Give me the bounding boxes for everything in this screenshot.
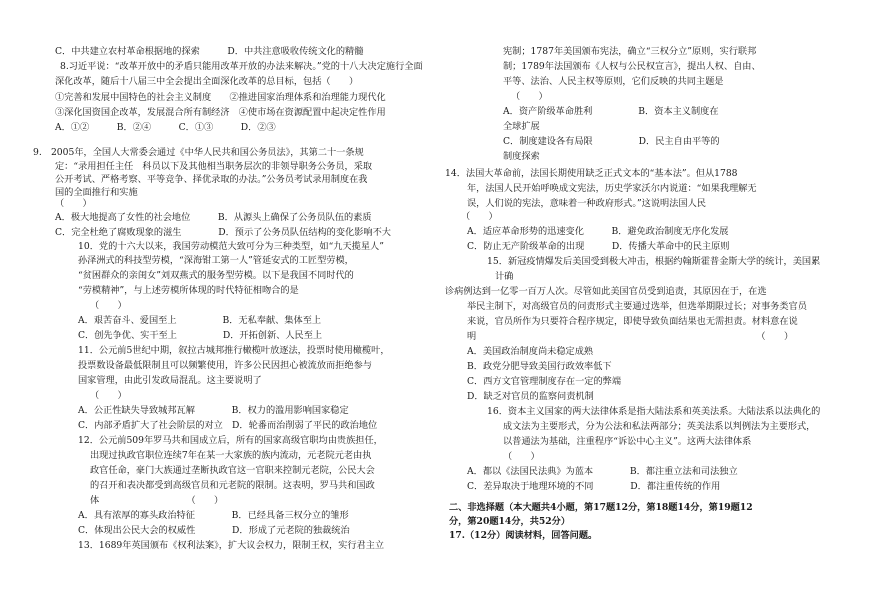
- q8-options: A．①② B．②④ C．①③ D．②③: [55, 122, 276, 133]
- q10-options-ab: A．艰苦奋斗、爱国至上 B．无私奉献、集体至上: [78, 315, 322, 326]
- q15-option-c: C．西方文官管理制度存在一定的弊端: [467, 376, 622, 387]
- answer-paren: （ ）: [461, 211, 498, 222]
- q12-stem: 12．公元前509年罗马共和国成立后，所有的国家高级官职均由贵族担任，: [78, 435, 383, 446]
- q12-options-ab: A．具有浓厚的寡头政治特征 B．已经具备三权分立的雏形: [78, 510, 349, 521]
- q16-stem: 成文法为主要形式，分为公法和私法两部分；英美法系以判例法为主要形式，: [503, 421, 816, 432]
- q15-stem: 诊病例达到一亿零一百万人次。尽管如此美国官员受到追责，其原因在于，在选: [445, 286, 767, 297]
- q15-stem: 举民主制下，对高级官员的问责形式主要通过选举，但选举期限过长；对事务类官员: [467, 301, 807, 312]
- answer-paren: （ ）: [90, 300, 127, 311]
- q11-options-ab: A．公正性缺失导致城邦瓦解 B．权力的滥用影响国家稳定: [78, 405, 349, 416]
- q14-stem: 误，人们说的宪法，意味着一种政府形式。”这说明法国人民: [467, 198, 706, 209]
- q10-stem: “劳模精神”，与上述劳模所体现的时代特征相吻合的是: [78, 285, 299, 296]
- q15-stem: 明 （ ）: [467, 331, 794, 342]
- q7-options-cd: C．中共建立农村革命根据地的探索 D．中共注意吸收传统文化的精髓: [55, 46, 364, 57]
- q15-option-a: A．美国政治制度尚未稳定成熟: [467, 346, 594, 357]
- q13-stem: 平等、法治、人民主权等原则，它们反映的共同主题是: [503, 76, 724, 87]
- q16-options-ab: A．都以《法国民法典》为蓝本 B．都注重立法和司法独立: [467, 466, 738, 477]
- q10-stem: “贫困群众的亲闺女”刘双燕式的服务型劳模。以下是我国不同时代的: [78, 270, 354, 281]
- q10-stem: 孙泽洲式的科技型劳模，“深海钳工第一人”管延安式的工匠型劳模，: [78, 255, 354, 266]
- q13-option-d-cont: 制度探索: [503, 151, 540, 162]
- q12-stem: 的召开和表决都受到高级官员和元老院的限制。这表明，罗马共和国政: [90, 480, 375, 491]
- q9-stem: 公开考试、严格考察、平等竞争、择优录取的办法。”公务员考试录用制度在我: [55, 174, 368, 185]
- q17-heading: 17.（12分）阅读材料，回答问题。: [449, 530, 598, 541]
- q8-item: ③深化国资国企改革，发展混合所有制经济 ④使市场在资源配置中起决定性作用: [55, 107, 386, 118]
- q13-stem: 制；1789年法国颁布《人权与公民权宣言》，提出人权、自由、: [503, 61, 761, 72]
- q13-option-ab: A．资产阶级革命胜利 B．资本主义制度在: [503, 106, 719, 117]
- answer-paren: （ ）: [503, 451, 540, 462]
- q14-stem: 14．法国大革命前，法国长期使用缺乏正式文本的“基本法”。但从1788: [445, 168, 738, 179]
- answer-paren: （ ）: [90, 390, 127, 401]
- q11-options-cd: C．内部矛盾扩大了社会阶层的对立 D．轮番而治削弱了平民的政治地位: [78, 420, 378, 431]
- q11-stem: 投票数设备最低限制且可以频繁使用，许多公民因担心被流放而拒绝参与: [78, 360, 372, 371]
- q8-stem: 深化改革，随后十八届三中全会提出全面深化改革的总目标，包括（ ）: [55, 76, 359, 87]
- q12-stem: 出现过执政官职位连续7年在某一大家族的族内流动，元老院元老由执: [90, 450, 372, 461]
- q9-stem: 9. 2005年，全国人大常委会通过《中华人民共和国公务员法》，其第二十一条规: [33, 147, 364, 158]
- q16-stem: 16．资本主义国家的两大法律体系是指大陆法系和英美法系。大陆法系以法典化的: [487, 406, 821, 417]
- q11-stem: 国家管理，由此引发政局混乱。这主要说明了: [78, 375, 262, 386]
- q9-options-ab: A．极大地提高了女性的社会地位 B．从源头上确保了公务员队伍的素质: [55, 212, 372, 223]
- q15-stem: 计确: [495, 271, 514, 282]
- answer-paren: （ ）: [55, 198, 92, 209]
- q15-option-d: D．缺乏对官员的监察问责机制: [467, 391, 594, 402]
- q14-options-cd: C．防止无产阶级革命的出现 D．传播大革命中的民主原则: [467, 241, 730, 252]
- q15-stem: 来说，官员所作为只要符合程序规定，即使导致负面结果也无需担责。材料意在说: [467, 316, 798, 327]
- q10-stem: 10．党的十六大以来，我国劳动模范大致可分为三种类型，如“九天揽星人”: [78, 241, 384, 252]
- q14-stem: 年，法国人民开始呼唤成文宪法，历史学家沃尔内说道：“如果我理解无: [467, 183, 757, 194]
- q10-options-cd: C．创先争优、实干至上 D．开拓创新、人民至上: [78, 330, 323, 341]
- q13-option-b-cont: 全球扩展: [503, 121, 540, 132]
- q13-stem: 宪制；1787年美国颁布宪法，确立“三权分立”原则，实行联邦: [503, 46, 757, 57]
- q15-stem: 15．新冠疫情爆发后美国受到极大冲击，根据约翰斯霍普金斯大学的统计，美国累: [487, 256, 821, 267]
- answer-paren: （ ）: [511, 91, 548, 102]
- q14-options-ab: A．适应革命形势的迅速变化 B．避免政治制度无序化发展: [467, 226, 729, 237]
- q13-stem: 13．1689年英国颁布《权利法案》，扩大议会权力，限制王权，实行君主立: [78, 540, 385, 551]
- q11-stem: 11．公元前5世纪中期，叙拉古城邦推行橄榄叶放逐法，投票时使用橄榄叶，: [78, 345, 390, 356]
- section-title: 分，第20题14分，共52分）: [449, 516, 571, 527]
- section-title: 二、非选择题（本大题共4小题，第17题12分，第18题14分，第19题12: [449, 502, 753, 513]
- q9-stem: 国的全面推行和实施: [55, 187, 138, 198]
- q12-stem: 政官任命，豪门大族通过垄断执政官这一官职来控制元老院，公民大会: [90, 465, 375, 476]
- q16-options-cd: C．差异取决于地理环境的不同 D．都注重传统的作用: [467, 481, 721, 492]
- q8-stem: 8.习近平说：“改革开放中的矛盾只能用改革开放的办法来解决。”党的十八大决定施行全面: [60, 61, 423, 72]
- q12-stem: 体 （ ）: [90, 495, 224, 506]
- q16-stem: 以普通法为基础，注重程序“诉讼中心主义”。这两大法律体系: [503, 436, 752, 447]
- q15-option-b: B．政党分肥导致美国行政效率低下: [467, 361, 612, 372]
- q12-options-cd: C．体现出公民大会的权威性 D．形成了元老院的独裁统治: [78, 525, 350, 536]
- q13-option-cd: C．制度建设各有局限 D．民主自由平等的: [503, 136, 720, 147]
- q9-stem: 定：“录用担任主任 科员以下及其他相当职务层次的非领导职务公务员，采取: [55, 161, 373, 172]
- q8-item: ①完善和发展中国特色的社会主义制度 ②推进国家治理体系和治理能力现代化: [55, 92, 386, 103]
- q9-options-cd: C．完全杜绝了腐败现象的滋生 D．预示了公务员队伍结构的变化影响不大: [55, 227, 391, 238]
